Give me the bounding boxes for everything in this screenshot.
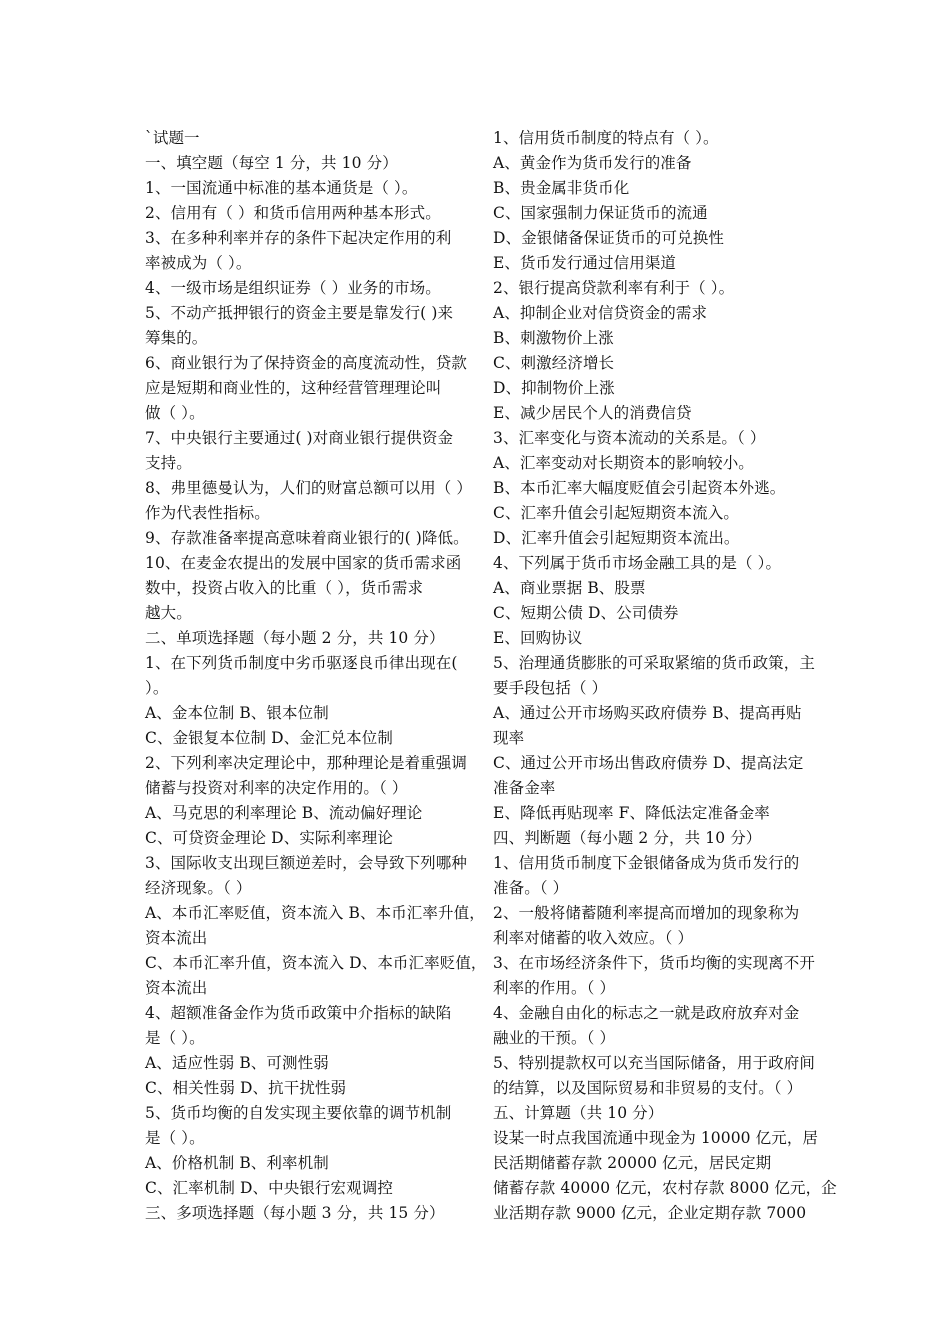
right-text-line: 储蓄存款 40000 亿元，农村存款 8000 亿元，企 [493, 1179, 837, 1197]
left-text-line: 4、一级市场是组织证券（ ）业务的市场。 [145, 279, 441, 297]
left-text-line: 3、国际收支出现巨额逆差时，会导致下列哪种 [145, 854, 467, 872]
right-text-line: A、通过公开市场购买政府债券 B、提高再贴 [493, 704, 802, 722]
right-text-line: A、黄金作为货币发行的准备 [493, 154, 692, 172]
left-text-line: 1、在下列货币制度中劣币驱逐良币律出现在( [145, 654, 458, 672]
right-text-line: C、短期公债 D、公司债券 [493, 604, 679, 622]
right-text-line: D、金银储备保证货币的可兑换性 [493, 229, 724, 247]
left-text-line: A、适应性弱 B、可测性弱 [145, 1054, 329, 1072]
left-text-line: 是（ ）。 [145, 1129, 205, 1147]
left-text-line: 2、信用有（ ）和货币信用两种基本形式。 [145, 204, 441, 222]
right-text-line: 现率 [493, 729, 525, 747]
left-text-line: 资本流出 [145, 929, 208, 947]
left-text-line: C、本币汇率升值，资本流入 D、本币汇率贬值， [145, 954, 487, 972]
left-text-line: 9、存款准备率提高意味着商业银行的( )降低。 [145, 529, 469, 547]
right-text-line: A、汇率变动对长期资本的影响较小。 [493, 454, 754, 472]
left-text-line: 支持。 [145, 454, 192, 472]
right-text-line: E、降低再贴现率 F、降低法定准备金率 [493, 804, 770, 822]
right-text-line: C、汇率升值会引起短期资本流入。 [493, 504, 739, 522]
right-text-line: D、汇率升值会引起短期资本流出。 [493, 529, 740, 547]
left-text-line: A、价格机制 B、利率机制 [145, 1154, 329, 1172]
right-text-line: 业活期存款 9000 亿元，企业定期存款 7000 [493, 1204, 807, 1222]
left-text-line: 8、弗里德曼认为，人们的财富总额可以用（ ） [145, 479, 472, 497]
left-text-line: 资本流出 [145, 979, 208, 997]
right-text-line: 4、下列属于货币市场金融工具的是（ ）。 [493, 554, 782, 572]
left-text-line: 10、在麦金农提出的发展中国家的货币需求函 [145, 554, 462, 572]
right-text-line: C、刺激经济增长 [493, 354, 615, 372]
right-text-line: 要手段包括（ ） [493, 679, 608, 697]
left-text-line: C、可贷资金理论 D、实际利率理论 [145, 829, 393, 847]
left-text-line: C、汇率机制 D、中央银行宏观调控 [145, 1179, 393, 1197]
right-text-line: A、商业票据 B、股票 [493, 579, 646, 597]
left-text-line: 应是短期和商业性的，这种经营管理理论叫 [145, 379, 442, 397]
left-text-line: A、本币汇率贬值，资本流入 B、本币汇率升值， [145, 904, 485, 922]
right-text-line: 3、在市场经济条件下，货币均衡的实现离不开 [493, 954, 815, 972]
left-text-line: 5、货币均衡的自发实现主要依靠的调节机制 [145, 1104, 452, 1122]
right-text-line: 4、金融自由化的标志之一就是政府放弃对金 [493, 1004, 800, 1022]
right-text-line: 1、信用货币制度的特点有（ ）。 [493, 129, 719, 147]
left-text-line: C、金银复本位制 D、金汇兑本位制 [145, 729, 393, 747]
left-text-line: `试题一 [145, 129, 200, 147]
right-text-line: 1、信用货币制度下金银储备成为货币发行的 [493, 854, 800, 872]
left-text-line: 5、不动产抵押银行的资金主要是靠发行( )来 [145, 304, 454, 322]
left-column [145, 126, 487, 1226]
right-text-line: 5、特别提款权可以充当国际储备，用于政府间 [493, 1054, 815, 1072]
right-text-line: A、抑制企业对信贷资金的需求 [493, 304, 708, 322]
right-text-line: E、减少居民个人的消费信贷 [493, 404, 692, 422]
left-text-line: 数中，投资占收入的比重（ ），货币需求 [145, 579, 424, 597]
left-text-line: ）。 [145, 679, 169, 697]
left-text-line: 一、填空题（每空 1 分，共 10 分） [145, 154, 398, 172]
right-text-line: 准备。（ ） [493, 879, 569, 897]
right-text-line: 民活期储蓄存款 20000 亿元，居民定期 [493, 1154, 772, 1172]
left-text-line: 经济现象。（ ） [145, 879, 252, 897]
right-text-line: B、刺激物价上涨 [493, 329, 614, 347]
left-text-line: 7、中央银行主要通过( )对商业银行提供资金 [145, 429, 454, 447]
left-text-line: 做（ ）。 [145, 404, 205, 422]
left-text-line: C、相关性弱 D、抗干扰性弱 [145, 1079, 347, 1097]
left-text-line: 越大。 [145, 604, 192, 622]
right-text-line: B、本币汇率大幅度贬值会引起资本外逃。 [493, 479, 786, 497]
right-text-line: 利率对储蓄的收入效应。（ ） [493, 929, 694, 947]
left-text-line: 6、商业银行为了保持资金的高度流动性，贷款 [145, 354, 467, 372]
left-text-line: 1、一国流通中标准的基本通货是（ ）。 [145, 179, 418, 197]
right-text-line: 利率的作用。（ ） [493, 979, 616, 997]
right-text-line: 的结算，以及国际贸易和非贸易的支付。（ ） [493, 1079, 803, 1097]
right-text-line: 融业的干预。（ ） [493, 1029, 616, 1047]
right-text-line: 设某一时点我国流通中现金为 10000 亿元，居 [493, 1129, 819, 1147]
right-text-line: 准备金率 [493, 779, 556, 797]
right-text-line: B、贵金属非货币化 [493, 179, 630, 197]
right-text-line: 五、计算题（共 10 分） [493, 1104, 664, 1122]
right-text-line: 5、治理通货膨胀的可采取紧缩的货币政策，主 [493, 654, 815, 672]
right-text-line: C、通过公开市场出售政府债券 D、提高法定 [493, 754, 804, 772]
right-text-line: E、货币发行通过信用渠道 [493, 254, 677, 272]
right-text-line: 3、汇率变化与资本流动的关系是。（ ） [493, 429, 766, 447]
left-text-line: 三、多项选择题（每小题 3 分，共 15 分） [145, 1204, 445, 1222]
right-text-line: C、国家强制力保证货币的流通 [493, 204, 708, 222]
left-text-line: 储蓄与投资对利率的决定作用的。（ ） [145, 779, 408, 797]
left-text-line: 4、超额准备金作为货币政策中介指标的缺陷 [145, 1004, 452, 1022]
left-text-line: 率被成为（ ）。 [145, 254, 252, 272]
left-text-line: 2、下列利率决定理论中，那种理论是着重强调 [145, 754, 467, 772]
right-text-line: 四、判断题（每小题 2 分，共 10 分） [493, 829, 762, 847]
left-text-line: 二、单项选择题（每小题 2 分，共 10 分） [145, 629, 445, 647]
left-text-line: 3、在多种利率并存的条件下起决定作用的利 [145, 229, 452, 247]
right-column [493, 126, 837, 1226]
left-text-line: 作为代表性指标。 [145, 504, 270, 522]
left-text-line: A、金本位制 B、银本位制 [145, 704, 329, 722]
right-text-line: D、抑制物价上涨 [493, 379, 615, 397]
right-text-line: E、回购协议 [493, 629, 583, 647]
left-text-line: A、马克思的利率理论 B、流动偏好理论 [145, 804, 423, 822]
left-text-line: 是（ ）。 [145, 1029, 205, 1047]
left-text-line: 筹集的。 [145, 329, 208, 347]
right-text-line: 2、银行提高贷款利率有利于（ ）。 [493, 279, 735, 297]
right-text-line: 2、一般将储蓄随利率提高而增加的现象称为 [493, 904, 800, 922]
